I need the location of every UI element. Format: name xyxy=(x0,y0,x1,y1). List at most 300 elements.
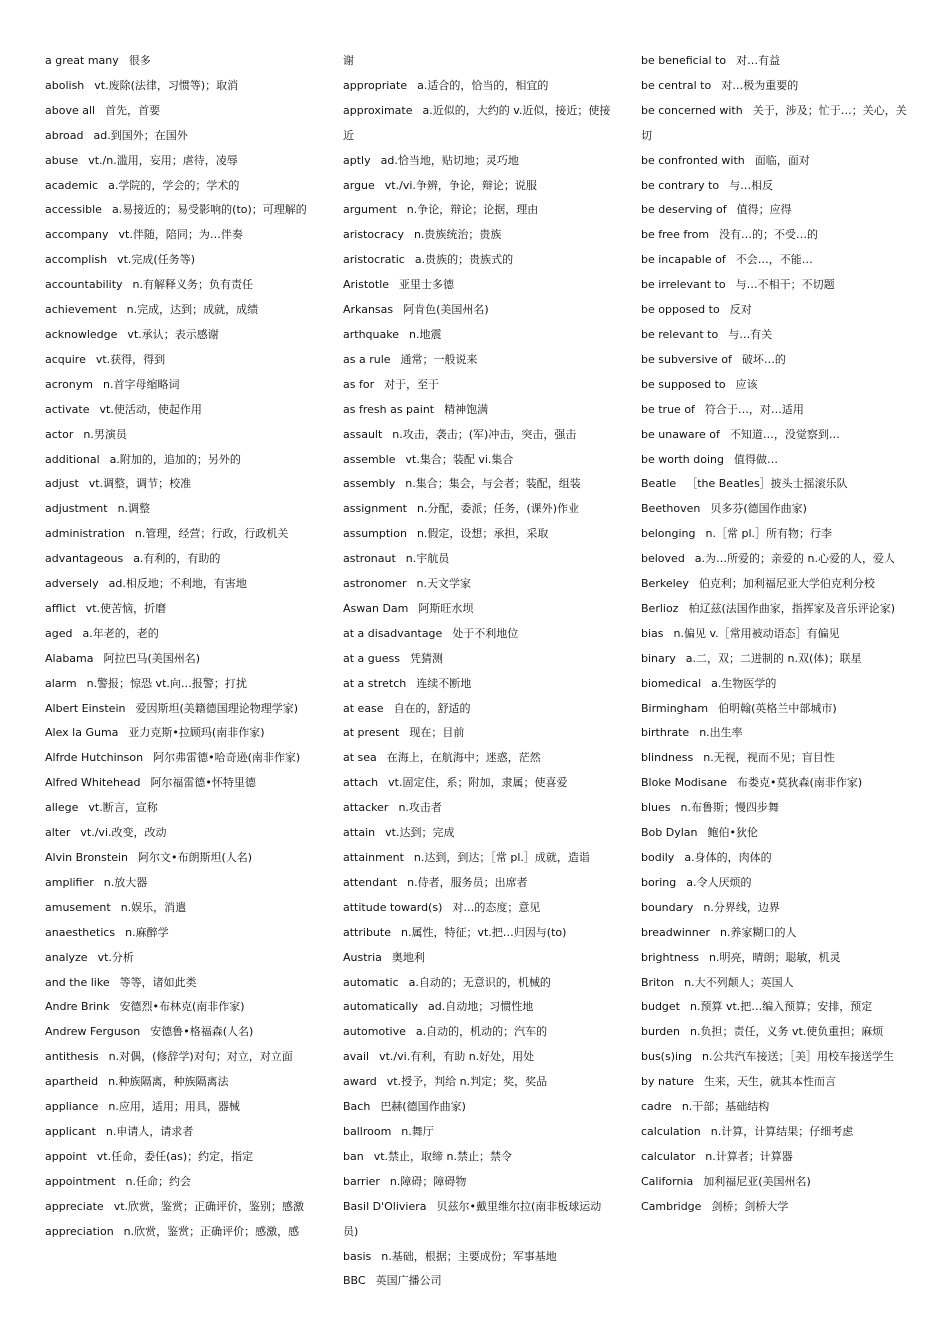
entry-term: activate xyxy=(45,402,90,416)
entry-definition: n.集合；集会，与会者；装配，组装 xyxy=(405,477,581,491)
entry-term: accountability xyxy=(45,278,123,292)
entry-definition: a.生物医学的 xyxy=(711,676,777,690)
entry-term: acronym xyxy=(45,377,93,391)
entry-term: attach xyxy=(343,776,379,790)
entry-term: assembly xyxy=(343,477,396,491)
glossary-entry xyxy=(45,597,313,622)
entry-term: be relevant to xyxy=(641,327,719,341)
entry-definition: n.出生率 xyxy=(699,726,743,740)
entry-definition: n.布鲁斯；慢四步舞 xyxy=(680,801,779,815)
entry-definition: 凭猜测 xyxy=(409,651,443,665)
glossary-entry xyxy=(45,99,313,124)
entry-definition: 伯克利；加利福尼亚大学伯克利分校 xyxy=(698,577,875,591)
glossary-entry xyxy=(343,223,611,248)
entry-term: Berkeley xyxy=(641,577,689,591)
entry-definition: vt.承认；表示感谢 xyxy=(127,327,219,341)
entry-term: above all xyxy=(45,103,96,117)
glossary-entry xyxy=(641,821,909,846)
entry-term: blindness xyxy=(641,751,694,765)
entry-term: adjustment xyxy=(45,502,108,516)
entry-term: be concerned with xyxy=(641,103,743,117)
entry-definition: n.公共汽车接送；［美］用校车接送学生 xyxy=(702,1050,894,1064)
entry-definition: 等等，诸如此类 xyxy=(119,975,197,989)
entry-term: be irrelevant to xyxy=(641,278,726,292)
entry-definition: 关于，涉及；忙于…；关心，关切 xyxy=(641,103,907,142)
glossary-entry xyxy=(343,672,611,697)
entry-term: be deserving of xyxy=(641,203,727,217)
entry-term: calculation xyxy=(641,1124,701,1138)
entry-term: additional xyxy=(45,452,100,466)
entry-term: accomplish xyxy=(45,253,108,267)
entry-definition: vt.授予，判给 n.判定；奖，奖品 xyxy=(386,1075,548,1089)
entry-term: blues xyxy=(641,801,671,815)
entry-term: Alfrde Hutchinson xyxy=(45,751,144,765)
entry-definition: a.有利的，有助的 xyxy=(133,552,221,566)
glossary-entry xyxy=(641,174,909,199)
glossary-entry xyxy=(343,697,611,722)
entry-term: brightness xyxy=(641,950,700,964)
glossary-entry xyxy=(343,298,611,323)
entry-term: Arkansas xyxy=(343,303,394,317)
entry-term: aristocracy xyxy=(343,228,404,242)
glossary-entry xyxy=(45,746,313,771)
entry-definition: 生来，天生，就其本性而言 xyxy=(704,1075,837,1089)
glossary-entry xyxy=(45,995,313,1020)
glossary-entry xyxy=(343,647,611,672)
glossary-entry xyxy=(45,647,313,672)
glossary-entry xyxy=(641,846,909,871)
entry-term: alter xyxy=(45,826,71,840)
entry-definition: n.计算者；计算器 xyxy=(705,1149,793,1163)
entry-term: antithesis xyxy=(45,1050,99,1064)
entry-definition: a.附加的，追加的；另外的 xyxy=(109,452,241,466)
glossary-entry xyxy=(641,348,909,373)
entry-definition: a.自动的；无意识的，机械的 xyxy=(408,975,551,989)
entry-term: appliance xyxy=(45,1100,99,1114)
entry-definition: n.对偶，(修辞学)对句；对立，对立面 xyxy=(108,1050,293,1064)
entry-definition: 加利福尼亚(美国州名) xyxy=(703,1174,811,1188)
glossary-entry xyxy=(45,223,313,248)
entry-term: astronaut xyxy=(343,552,396,566)
entry-term: at present xyxy=(343,726,400,740)
entry-definition: 英国广播公司 xyxy=(375,1274,442,1288)
glossary-entry xyxy=(343,1070,611,1095)
entry-definition: a.年老的，老的 xyxy=(82,626,159,640)
entry-definition: 精神饱满 xyxy=(444,402,489,416)
glossary-entry xyxy=(343,1045,611,1070)
glossary-entry xyxy=(641,223,909,248)
glossary-entry xyxy=(641,622,909,647)
glossary-column-2 xyxy=(343,49,611,1294)
glossary-entry xyxy=(343,49,611,74)
glossary-entry xyxy=(641,572,909,597)
entry-definition: 谢 xyxy=(343,54,354,67)
entry-term: attain xyxy=(343,826,376,840)
glossary-entry xyxy=(45,448,313,473)
glossary-entry xyxy=(343,273,611,298)
entry-definition: a.适合的，恰当的，相宜的 xyxy=(417,78,549,92)
glossary-entry xyxy=(641,547,909,572)
entry-definition: n.任命；约会 xyxy=(125,1174,192,1188)
glossary-entry xyxy=(343,423,611,448)
glossary-entry xyxy=(641,597,909,622)
entry-term: attitude toward(s) xyxy=(343,900,443,914)
entry-term: arthquake xyxy=(343,327,399,341)
entry-term: attribute xyxy=(343,925,391,939)
entry-definition: 连续不断地 xyxy=(416,676,472,690)
entry-term: approximate xyxy=(343,103,413,117)
glossary-entry xyxy=(343,871,611,896)
entry-term: be contrary to xyxy=(641,178,720,192)
entry-definition: 贝多芬(德国作曲家) xyxy=(710,502,807,516)
glossary-entry xyxy=(45,1220,313,1245)
glossary-entry xyxy=(45,49,313,74)
entry-definition: n.贵族统治；贵族 xyxy=(413,228,502,242)
glossary-entry xyxy=(641,1020,909,1045)
glossary-entry xyxy=(45,721,313,746)
entry-definition: 对…极为重要的 xyxy=(721,78,799,92)
entry-definition: ad.自动地；习惯性地 xyxy=(428,1000,534,1014)
glossary-entry xyxy=(641,373,909,398)
entry-term: appointment xyxy=(45,1174,116,1188)
entry-definition: 阿肯色(美国州名) xyxy=(403,303,489,317)
entry-term: avail xyxy=(343,1050,370,1064)
glossary-entry xyxy=(45,672,313,697)
glossary-entry xyxy=(45,547,313,572)
entry-definition: 通常；一般说来 xyxy=(400,352,478,366)
entry-term: bus(s)ing xyxy=(641,1050,693,1064)
entry-definition: n.欣赏，鉴赏；正确评价；感激，感 xyxy=(123,1224,300,1238)
entry-definition: a.自动的，机动的；汽车的 xyxy=(415,1025,548,1039)
entry-definition: ad.恰当地，贴切地；灵巧地 xyxy=(380,153,519,167)
entry-definition: vt.使活动，使起作用 xyxy=(99,402,202,416)
glossary-entry xyxy=(45,373,313,398)
entry-term: Alfred Whitehead xyxy=(45,776,141,790)
glossary-entry xyxy=(45,298,313,323)
glossary-entry xyxy=(343,373,611,398)
entry-term: astronomer xyxy=(343,577,407,591)
glossary-entry xyxy=(45,921,313,946)
entry-term: afflict xyxy=(45,601,76,615)
entry-term: by nature xyxy=(641,1075,695,1089)
glossary-entry xyxy=(641,697,909,722)
glossary-entry xyxy=(45,174,313,199)
glossary-entry xyxy=(45,896,313,921)
entry-term: argue xyxy=(343,178,375,192)
glossary-entry xyxy=(45,572,313,597)
entry-definition: 不会…，不能… xyxy=(735,253,813,267)
entry-definition: 自在的，舒适的 xyxy=(393,701,471,715)
glossary-entry xyxy=(45,871,313,896)
entry-term: applicant xyxy=(45,1124,96,1138)
entry-term: accompany xyxy=(45,228,109,242)
entry-definition: n.偏见 v.［常用被动语态］有偏见 xyxy=(673,626,840,640)
entry-definition: n.属性，特征；vt.把…归因与(to) xyxy=(400,925,567,939)
entry-term: appreciation xyxy=(45,1224,114,1238)
entry-definition: n.争论，辩论；论据，理由 xyxy=(406,203,539,217)
glossary-entry xyxy=(641,99,909,149)
entry-definition: 值得；应得 xyxy=(736,203,792,217)
entry-term: basis xyxy=(343,1249,372,1263)
entry-term: California xyxy=(641,1174,694,1188)
glossary-entry xyxy=(343,497,611,522)
entry-definition: 阿尔文•布朗斯坦(人名) xyxy=(137,851,253,864)
entry-definition: vt./vi.改变，改动 xyxy=(80,826,167,840)
glossary-entry xyxy=(343,1245,611,1270)
entry-definition: 现在；目前 xyxy=(409,726,465,740)
entry-term: adversely xyxy=(45,577,99,591)
entry-term: budget xyxy=(641,1000,680,1014)
entry-term: Alex la Guma xyxy=(45,726,119,740)
entry-definition: n.完成，达到；成就，成绩 xyxy=(126,303,259,317)
glossary-entry xyxy=(343,572,611,597)
glossary-entry xyxy=(641,1145,909,1170)
entry-term: aged xyxy=(45,626,73,640)
entry-term: analyze xyxy=(45,950,88,964)
entry-term: barrier xyxy=(343,1174,380,1188)
glossary-entry xyxy=(641,472,909,497)
entry-term: be supposed to xyxy=(641,377,726,391)
entry-definition: n.有解释义务；负有责任 xyxy=(132,278,254,292)
entry-term: aptly xyxy=(343,153,371,167)
entry-definition: 贝兹尔•戴里维尔拉(南非板球运动员) xyxy=(343,1199,602,1238)
entry-definition: 剑桥；剑桥大学 xyxy=(711,1199,789,1213)
entry-term: automatic xyxy=(343,975,399,989)
glossary-entry xyxy=(343,1145,611,1170)
glossary-entry xyxy=(343,547,611,572)
glossary-column-3 xyxy=(641,49,909,1220)
entry-term: automatically xyxy=(343,1000,418,1014)
entry-term: Birmingham xyxy=(641,701,709,715)
glossary-entry xyxy=(45,248,313,273)
entry-term: adjust xyxy=(45,477,79,491)
glossary-entry xyxy=(641,1070,909,1095)
entry-definition: 阿斯旺水坝 xyxy=(418,601,474,615)
glossary-entry xyxy=(641,647,909,672)
entry-definition: a.易接近的；易受影响的(to)；可理解的 xyxy=(111,203,307,217)
entry-term: award xyxy=(343,1075,377,1089)
glossary-column-1 xyxy=(45,49,313,1245)
entry-definition: a.令人厌烦的 xyxy=(686,875,752,889)
entry-definition: 爱因斯坦(美籍德国理论物理学家) xyxy=(135,701,299,715)
glossary-entry xyxy=(45,497,313,522)
glossary-entry xyxy=(641,522,909,547)
entry-term: attainment xyxy=(343,851,404,864)
entry-definition: 与…不相干；不切题 xyxy=(735,278,835,292)
glossary-entry xyxy=(641,1195,909,1220)
entry-term: biomedical xyxy=(641,676,702,690)
entry-term: advantageous xyxy=(45,552,124,566)
glossary-entry xyxy=(641,398,909,423)
entry-term: Bob Dylan xyxy=(641,826,698,840)
entry-term: assumption xyxy=(343,527,407,541)
entry-term: be opposed to xyxy=(641,303,720,317)
entry-definition: 亚力克斯•拉顾玛(南非作家) xyxy=(128,726,265,740)
entry-term: actor xyxy=(45,427,74,441)
entry-definition: 对…有益 xyxy=(736,54,781,67)
entry-definition: 破坏…的 xyxy=(741,352,786,366)
entry-definition: ad.到国外；在国外 xyxy=(93,128,188,142)
entry-term: be beneficial to xyxy=(641,54,727,67)
entry-definition: vt.任命，委任(as)；约定，指定 xyxy=(96,1149,254,1163)
glossary-entry xyxy=(343,1095,611,1120)
entry-definition: 对于，至于 xyxy=(384,377,440,391)
entry-definition: vt.分析 xyxy=(97,950,134,964)
entry-term: acknowledge xyxy=(45,327,118,341)
entry-term: at a guess xyxy=(343,651,400,665)
entry-term: Basil D'Oliviera xyxy=(343,1199,427,1213)
entry-definition: vt.达到；完成 xyxy=(385,826,455,840)
glossary-entry xyxy=(343,74,611,99)
glossary-entry xyxy=(343,248,611,273)
glossary-entry xyxy=(45,821,313,846)
glossary-entry xyxy=(343,946,611,971)
entry-term: Aswan Dam xyxy=(343,601,409,615)
glossary-entry xyxy=(343,846,611,871)
entry-definition: 与…相反 xyxy=(729,178,774,192)
entry-term: as for xyxy=(343,377,375,391)
entry-definition: 处于不利地位 xyxy=(452,626,519,640)
entry-definition: vt.完成(任务等) xyxy=(117,253,195,267)
entry-term: at ease xyxy=(343,701,384,715)
entry-term: be worth doing xyxy=(641,452,724,466)
entry-term: Albert Einstein xyxy=(45,701,126,715)
glossary-entry xyxy=(343,1195,611,1245)
entry-term: bodily xyxy=(641,851,675,864)
entry-definition: 与…有关 xyxy=(728,327,773,341)
glossary-entry xyxy=(343,1120,611,1145)
entry-definition: 面临，面对 xyxy=(754,153,810,167)
glossary-entry xyxy=(641,248,909,273)
entry-definition: n.养家糊口的人 xyxy=(720,925,797,939)
entry-definition: n.天文学家 xyxy=(416,577,471,591)
entry-definition: n.假定，设想；承担，采取 xyxy=(416,527,549,541)
entry-definition: n.娱乐，消遣 xyxy=(120,900,187,914)
entry-definition: n.达到，到达；［常 pl.］成就，造诣 xyxy=(413,851,590,864)
entry-definition: 首先，首要 xyxy=(105,103,161,117)
glossary-entry xyxy=(45,273,313,298)
entry-definition: n.种族隔离，种族隔离法 xyxy=(108,1075,229,1089)
entry-definition: n.攻击，袭击；(军)冲击，突击，强击 xyxy=(392,427,577,441)
entry-term: Bach xyxy=(343,1100,371,1114)
glossary-entry xyxy=(343,921,611,946)
entry-term: be subversive of xyxy=(641,352,732,366)
glossary-entry xyxy=(641,771,909,796)
glossary-entry xyxy=(45,1195,313,1220)
entry-term: birthrate xyxy=(641,726,690,740)
entry-definition: a.身体的，肉体的 xyxy=(684,851,772,864)
entry-term: attendant xyxy=(343,875,398,889)
glossary-entry xyxy=(641,721,909,746)
entry-term: be true of xyxy=(641,402,695,416)
entry-term: allege xyxy=(45,801,79,815)
glossary-entry xyxy=(641,1095,909,1120)
entry-definition: vt./vi.争辨，争论，辩论；说服 xyxy=(384,178,537,192)
glossary-entry xyxy=(343,472,611,497)
entry-definition: n.男演员 xyxy=(83,427,127,441)
entry-definition: n.调整 xyxy=(117,502,151,516)
entry-definition: vt.固定住，系；附加，隶属；使喜爱 xyxy=(388,776,568,790)
entry-term: a great many xyxy=(45,54,119,67)
entry-term: bias xyxy=(641,626,664,640)
entry-definition: n.分界线，边界 xyxy=(703,900,780,914)
glossary-entry xyxy=(343,348,611,373)
entry-definition: n.基础，根据；主要成份；军事基地 xyxy=(381,1249,557,1263)
entry-definition: n.明亮，晴朗；聪敏，机灵 xyxy=(709,950,841,964)
glossary-entry xyxy=(343,1020,611,1045)
glossary-entry xyxy=(641,198,909,223)
entry-definition: vt./vi.有利，有助 n.好处，用处 xyxy=(379,1050,535,1064)
glossary-entry xyxy=(641,995,909,1020)
entry-term: Beatle xyxy=(641,477,677,491)
entry-definition: 阿拉巴马(美国州名) xyxy=(103,651,201,665)
glossary-entry xyxy=(45,1170,313,1195)
glossary-entry xyxy=(343,1269,611,1294)
entry-term: apartheid xyxy=(45,1075,99,1089)
glossary-entry xyxy=(641,74,909,99)
glossary-entry xyxy=(343,597,611,622)
entry-term: be unaware of xyxy=(641,427,720,441)
glossary-entry xyxy=(641,946,909,971)
entry-definition: vt.使苦恼，折磨 xyxy=(85,601,167,615)
glossary-entry xyxy=(343,198,611,223)
entry-definition: n.计算，计算结果；仔细考虑 xyxy=(710,1124,854,1138)
entry-definition: ［the Beatles］披头士摇滚乐队 xyxy=(686,477,848,491)
glossary-entry xyxy=(343,398,611,423)
glossary-entry xyxy=(641,796,909,821)
entry-term: achievement xyxy=(45,303,117,317)
entry-term: amusement xyxy=(45,900,111,914)
entry-term: argument xyxy=(343,203,397,217)
entry-definition: 柏辽兹(法国作曲家，指挥家及音乐评论家) xyxy=(688,601,896,615)
entry-term: Berlioz xyxy=(641,601,679,615)
glossary-entry xyxy=(343,821,611,846)
glossary-entry xyxy=(343,746,611,771)
entry-term: calculator xyxy=(641,1149,696,1163)
entry-term: assemble xyxy=(343,452,396,466)
entry-definition: 没有…的；不受…的 xyxy=(719,228,819,242)
glossary-entry xyxy=(45,323,313,348)
glossary-entry xyxy=(45,198,313,223)
entry-definition: n.地震 xyxy=(409,327,442,341)
glossary-entry xyxy=(343,1170,611,1195)
entry-definition: ad.相反地；不利地，有害地 xyxy=(108,577,247,591)
glossary-entry xyxy=(45,398,313,423)
glossary-entry xyxy=(641,273,909,298)
entry-definition: n.警报；惊恐 vt.向…报警；打扰 xyxy=(86,676,247,690)
glossary-entry xyxy=(45,74,313,99)
glossary-entry xyxy=(641,1170,909,1195)
entry-term: appoint xyxy=(45,1149,87,1163)
entry-definition: n.分配，委派；任务，(课外)作业 xyxy=(416,502,580,516)
entry-definition: 在海上，在航海中；迷惑，茫然 xyxy=(386,751,541,765)
entry-term: at sea xyxy=(343,751,377,765)
entry-definition: 布娄克•莫狄森(南非作家) xyxy=(737,776,863,790)
glossary-entry xyxy=(343,995,611,1020)
glossary-entry xyxy=(641,1120,909,1145)
glossary-entry xyxy=(343,896,611,921)
glossary-entry xyxy=(641,149,909,174)
entry-term: appropriate xyxy=(343,78,408,92)
glossary-entry xyxy=(45,124,313,149)
entry-term: boring xyxy=(641,875,677,889)
glossary-entry xyxy=(45,1070,313,1095)
glossary-entry xyxy=(45,1020,313,1045)
entry-term: automotive xyxy=(343,1025,406,1039)
entry-term: ban xyxy=(343,1149,364,1163)
glossary-entry xyxy=(45,522,313,547)
entry-definition: n.［常 pl.］所有物；行李 xyxy=(705,527,833,541)
